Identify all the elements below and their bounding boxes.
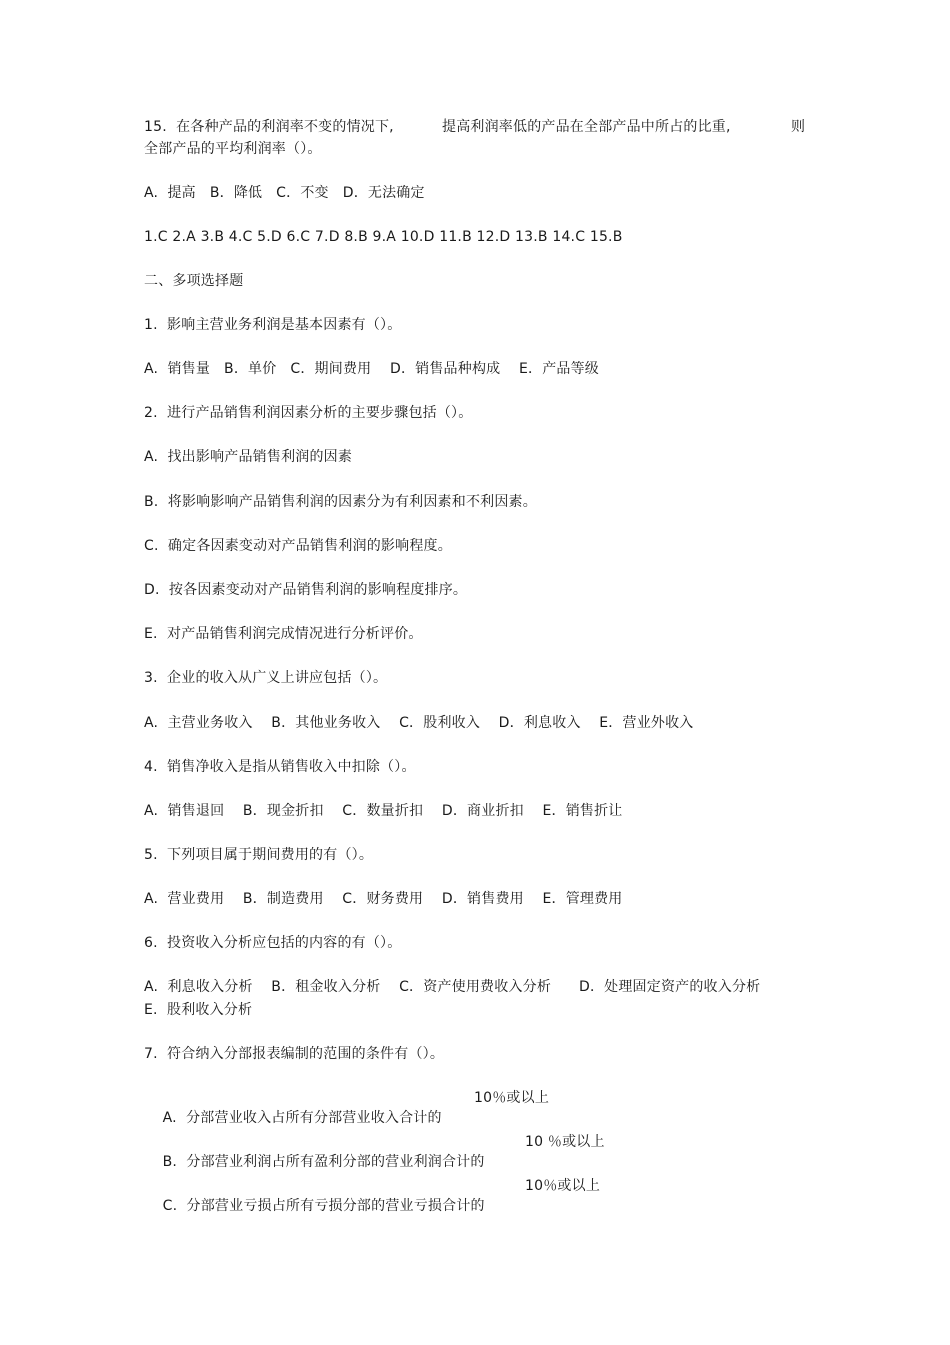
question-4-options: A. 销售退回 B．现金折扣 C．数量折扣 D．商业折扣 E．销售折让 bbox=[144, 803, 623, 819]
question-15-text-part-1: 15. 在各种产品的利润率不变的情况下, bbox=[144, 119, 394, 135]
question-2-option-d: D. 按各因素变动对产品销售利润的影响程度排序。 bbox=[144, 582, 468, 598]
question-15-options: A. 提高 B．降低 C．不变 D．无法确定 bbox=[144, 185, 425, 201]
question-15-line-2: 全部产品的平均利润率（）。 bbox=[144, 141, 322, 157]
question-6-options-line-1: A. 利息收入分析 B．租金收入分析 C．资产使用费收入分析 D．处理固定资产的收入分析 bbox=[144, 979, 761, 995]
question-4: 4. 销售净收入是指从销售收入中扣除（）。 bbox=[144, 759, 416, 775]
question-2-option-c: C. 确定各因素变动对产品销售利润的影响程度。 bbox=[144, 538, 452, 554]
question-2-option-a: A. 找出影响产品销售利润的因素 bbox=[144, 449, 353, 465]
section-heading-multiple-choice: 二、多项选择题 bbox=[144, 273, 244, 289]
question-7-option-a-threshold: 10％或以上 bbox=[474, 1090, 550, 1106]
question-5-options: A. 营业费用 B．制造费用 C．财务费用 D．销售费用 E．管理费用 bbox=[144, 891, 623, 907]
question-3-options: A. 主营业务收入 B．其他业务收入 C．股利收入 D．利息收入 E．营业外收入 bbox=[144, 715, 694, 731]
question-1: 1. 影响主营业务利润是基本因素有（）。 bbox=[144, 317, 402, 333]
question-15-text-part-2: 提高利润率低的产品在全部产品中所占的比重, bbox=[442, 119, 731, 135]
question-5: 5. 下列项目属于期间费用的有（）。 bbox=[144, 847, 374, 863]
question-7-option-c-threshold: 10％或以上 bbox=[525, 1178, 601, 1194]
question-7-option-c-text: C. 分部营业亏损占所有亏损分部的营业亏损合计的 bbox=[162, 1198, 485, 1214]
question-3: 3. 企业的收入从广义上讲应包括（）。 bbox=[144, 670, 388, 686]
question-7-option-a-text: A. 分部营业收入占所有分部营业收入合计的 bbox=[162, 1110, 442, 1126]
question-2-option-b: B. 将影响影响产品销售利润的因素分为有利因素和不利因素。 bbox=[144, 494, 537, 510]
question-15-text-part-3: 则 bbox=[791, 119, 806, 135]
question-2: 2. 进行产品销售利润因素分析的主要步骤包括（）。 bbox=[144, 405, 473, 421]
question-7-option-b-threshold: 10 ％或以上 bbox=[525, 1134, 605, 1150]
question-7: 7. 符合纳入分部报表编制的范围的条件有（）。 bbox=[144, 1046, 445, 1062]
question-7-option-b-text: B. 分部营业利润占所有盈利分部的营业利润合计的 bbox=[162, 1154, 485, 1170]
question-7-option-c bbox=[144, 1176, 601, 1256]
question-1-options: A. 销售量 B．单价 C．期间费用 D．销售品种构成 E．产品等级 bbox=[144, 361, 599, 377]
answer-key: 1.C 2.A 3.B 4.C 5.D 6.C 7.D 8.B 9.A 10.D 11.B 12.D 13.B 14.C 15.B bbox=[144, 229, 623, 245]
question-6: 6. 投资收入分析应包括的内容的有（）。 bbox=[144, 935, 402, 951]
question-2-option-e: E. 对产品销售利润完成情况进行分析评价。 bbox=[144, 626, 423, 642]
question-6-options-line-2: E. 股利收入分析 bbox=[144, 1002, 253, 1018]
